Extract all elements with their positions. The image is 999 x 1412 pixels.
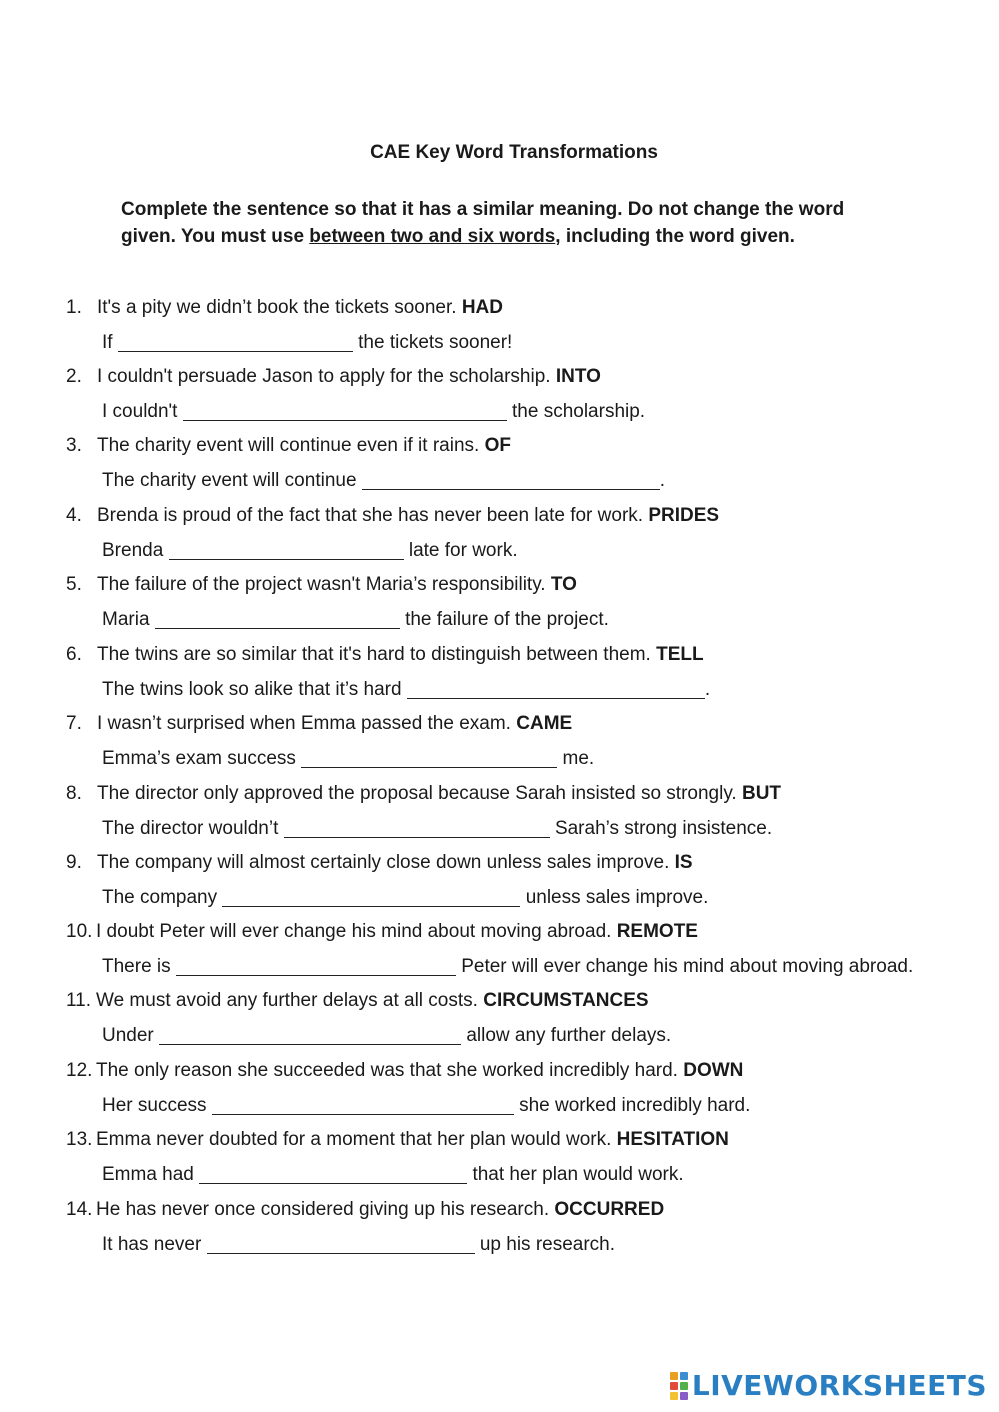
question-line [66,1057,966,1085]
question-line [66,432,966,460]
answer-blank[interactable] [222,886,520,907]
answer-blank[interactable] [362,469,660,490]
answer-prefix: The director wouldn’t [102,818,279,839]
exercise-item-6 [66,641,966,700]
answer-line [102,398,645,426]
logo-block [680,1392,688,1400]
keyword: HAD [461,297,503,318]
question-line [66,571,966,599]
answer-suffix: the tickets sooner! [358,332,513,353]
logo-blocks-icon [670,1372,688,1400]
logo-block [670,1392,678,1400]
question-line [66,987,966,1015]
answer-prefix: Under [102,1025,154,1046]
exercise-item-3 [66,432,966,491]
exercise-item-2 [66,363,966,422]
question-line [66,641,966,669]
exercise-item-7 [66,710,966,769]
question-text: I couldn't persuade Jason to apply for the scholarship. [97,366,551,387]
question-line [66,1126,966,1154]
question-text: The twins are so similar that it's hard to distinguish between them. [97,644,651,665]
keyword: TELL [656,644,704,665]
answer-line [102,329,512,357]
answer-line [102,815,772,843]
item-number: 4. [66,505,82,526]
logo-block [680,1372,688,1380]
question-line [66,710,966,738]
answer-suffix: that her plan would work. [472,1164,684,1185]
answer-suffix: she worked incredibly hard. [519,1095,751,1116]
exercise-item-14 [66,1196,966,1255]
item-number: 3. [66,435,82,456]
keyword: REMOTE [616,921,698,942]
keyword: DOWN [683,1060,744,1081]
logo-block [670,1382,678,1390]
keyword: IS [674,852,693,873]
logo-block [680,1382,688,1390]
instructions-underlined: between two and six words [309,226,556,247]
answer-suffix: the scholarship. [512,401,646,422]
instructions [121,196,856,250]
answer-line [102,884,708,912]
answer-line [102,676,710,704]
answer-line [102,953,913,981]
answer-suffix: . [704,679,711,700]
question-line [66,918,966,946]
liveworksheets-logo[interactable] [670,1369,987,1402]
item-number: 9. [66,852,82,873]
answer-blank[interactable] [301,747,557,768]
exercise-item-5 [66,571,966,630]
answer-line [102,467,665,495]
answer-blank[interactable] [207,1233,475,1254]
question-text: He has never once considered giving up his research. [96,1199,550,1220]
question-text: The only reason she succeeded was that she worked incredibly hard. [96,1060,678,1081]
answer-line [102,537,518,565]
answer-suffix: me. [562,748,595,769]
exercise-item-13 [66,1126,966,1185]
answer-suffix: late for work. [408,540,518,561]
question-text: The charity event will continue even if it rains. [97,435,480,456]
instructions-text-end: , including the word given. [555,226,795,247]
answer-line [102,745,594,773]
item-number: 7. [66,713,82,734]
answer-blank[interactable] [199,1163,467,1184]
question-text: We must avoid any further delays at all costs. [96,990,478,1011]
question-line [66,363,966,391]
page-title: CAE Key Word Transformations [370,142,658,163]
exercise-item-8 [66,780,966,839]
question-line [66,780,966,808]
answer-prefix: Emma’s exam success [102,748,296,769]
keyword: CAME [516,713,573,734]
answer-prefix: Brenda [102,540,164,561]
answer-suffix: unless sales improve. [525,887,709,908]
answer-prefix: The charity event will continue [102,470,357,491]
answer-line [102,1161,684,1189]
answer-suffix: up his research. [479,1234,616,1255]
answer-suffix: Peter will ever change his mind about moving abroad. [461,956,914,977]
exercise-item-4 [66,502,966,561]
answer-prefix: The company [102,887,218,908]
item-number: 14. [66,1199,93,1220]
item-number: 11. [66,990,92,1011]
answer-prefix: Maria [102,609,150,630]
exercise-item-10 [66,918,966,977]
answer-prefix: It has never [102,1234,202,1255]
question-text: Emma never doubted for a moment that her plan would work. [96,1129,612,1150]
item-number: 1. [66,297,82,318]
keyword: PRIDES [648,505,720,526]
item-number: 5. [66,574,82,595]
answer-prefix: Her success [102,1095,207,1116]
logo-block [670,1372,678,1380]
exercise-item-11 [66,987,966,1046]
answer-prefix: I couldn't [102,401,178,422]
keyword: BUT [741,783,782,804]
instructions-text-start: Complete the sentence so that it has a similar meaning. Do not change the word given. You must use [121,199,845,247]
answer-line [102,606,609,634]
answer-prefix: If [102,332,113,353]
item-number: 13. [66,1129,93,1150]
answer-blank[interactable] [118,331,353,352]
answer-blank[interactable] [155,608,400,629]
question-text: It's a pity we didn’t book the tickets sooner. [97,297,457,318]
answer-line [102,1231,615,1259]
answer-blank[interactable] [407,678,705,699]
question-line [66,502,966,530]
exercise-item-12 [66,1057,966,1116]
keyword: OCCURRED [554,1199,665,1220]
answer-prefix: The twins look so alike that it’s hard [102,679,402,700]
answer-blank[interactable] [176,955,456,976]
keyword: HESITATION [616,1129,729,1150]
exercise-item-1 [66,294,966,353]
item-number: 8. [66,783,82,804]
keyword: CIRCUMSTANCES [483,990,649,1011]
answer-prefix: Emma had [102,1164,194,1185]
question-text: The failure of the project wasn't Maria’s responsibility. [97,574,546,595]
answer-suffix: . [659,470,666,491]
question-text: The director only approved the proposal because Sarah insisted so strongly. [97,783,737,804]
answer-blank[interactable] [159,1024,461,1045]
question-text: The company will almost certainly close down unless sales improve. [97,852,670,873]
exercise-item-9 [66,849,966,908]
answer-line [102,1092,750,1120]
question-text: I wasn’t surprised when Emma passed the exam. [97,713,511,734]
answer-prefix: There is [102,956,171,977]
question-line [66,849,966,877]
keyword: INTO [555,366,601,387]
keyword: OF [484,435,511,456]
item-number: 10. [66,921,93,942]
question-line [66,294,966,322]
question-text: I doubt Peter will ever change his mind about moving abroad. [96,921,612,942]
answer-blank[interactable] [183,400,507,421]
answer-line [102,1022,671,1050]
logo-text: LIVEWORKSHEETS [691,1369,987,1402]
item-number: 12. [66,1060,93,1081]
answer-blank[interactable] [169,539,404,560]
answer-suffix: Sarah’s strong insistence. [554,818,773,839]
answer-suffix: the failure of the project. [405,609,609,630]
keyword: TO [550,574,577,595]
answer-blank[interactable] [212,1094,514,1115]
question-text: Brenda is proud of the fact that she has never been late for work. [97,505,644,526]
item-number: 6. [66,644,82,665]
answer-blank[interactable] [284,817,550,838]
answer-suffix: allow any further delays. [466,1025,672,1046]
question-line [66,1196,966,1224]
item-number: 2. [66,366,82,387]
